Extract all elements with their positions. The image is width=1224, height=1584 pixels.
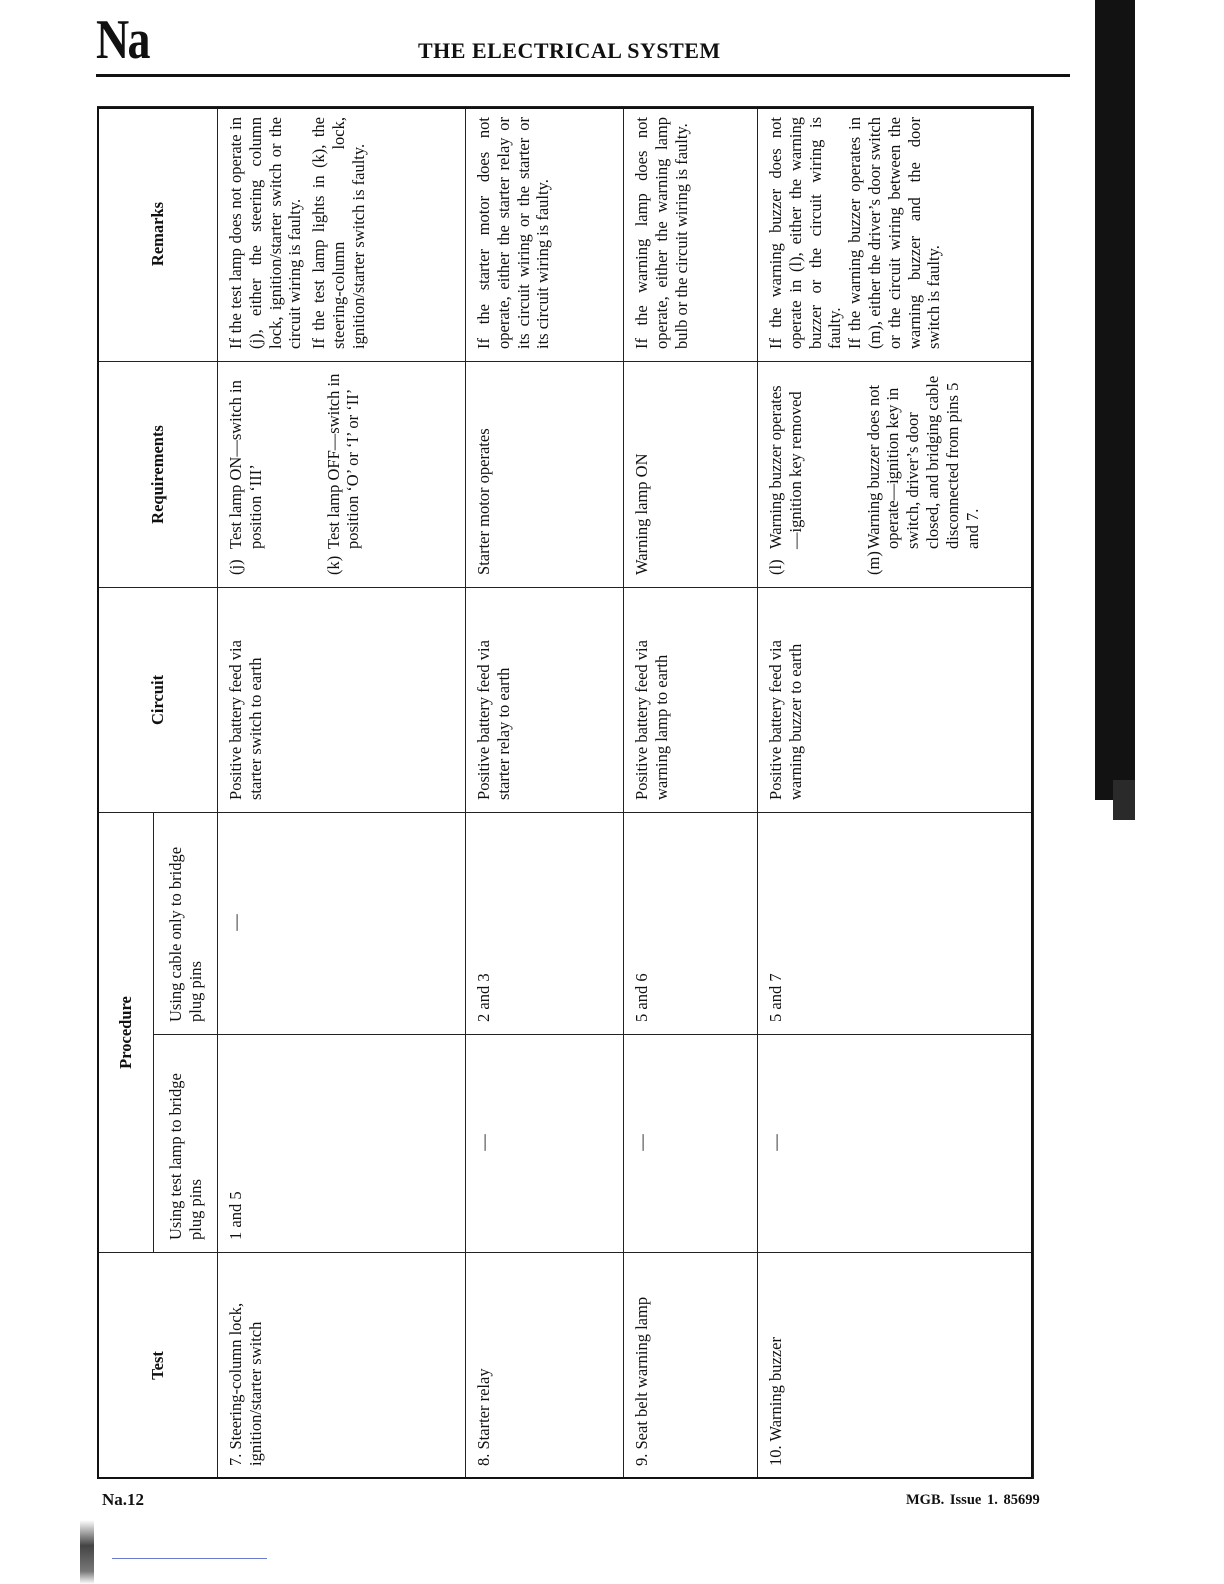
remark-paragraph: If the starter motor does not operate, either the starter relay or its circuit wiring or the starter or its circuit wiring is faulty. — [474, 116, 553, 349]
header-requirements: Requirements — [98, 361, 218, 587]
cell-test-lamp-value: — — [766, 1134, 785, 1151]
cell-cable: 2 and 3 — [466, 812, 624, 1034]
requirement-item — [864, 372, 983, 575]
publication-info: MGB. Issue 1. 85699 — [906, 1492, 1040, 1508]
cell-circuit: Positive battery feed via starter switch to earth — [218, 587, 466, 812]
cell-test-lamp-value: — — [632, 1134, 651, 1151]
cell-requirements — [624, 361, 758, 587]
header-procedure: Procedure — [98, 812, 154, 1252]
remark-paragraph: If the warning lamp does not operate, either the warning lamp bulb or the circuit wiring is faulty. — [632, 116, 691, 349]
table-row — [758, 106, 1034, 1478]
header-procedure-cable: Using cable only to bridge plug pins — [154, 812, 218, 1034]
cell-circuit: Positive battery feed via warning lamp to earth — [624, 587, 758, 812]
remark-paragraph: If the test lamp lights in (k), the steering-column lock, ignition/starter switch is faulty. — [309, 116, 368, 349]
page-title: THE ELECTRICAL SYSTEM — [418, 38, 721, 63]
cell-test-lamp — [758, 1035, 1034, 1253]
requirement-label: (m) — [863, 551, 883, 575]
remark-paragraph: If the test lamp does not operate in (j), either the steering column lock, ignition/starter switch or the circuit wiring is faulty. — [226, 116, 305, 349]
cell-test-lamp-value: — — [474, 1134, 493, 1151]
table-row — [218, 106, 466, 1478]
cell-test: 10. Warning buzzer — [758, 1253, 1034, 1479]
requirement-text: Test lamp ON—switch in position ‘III’ — [226, 380, 265, 549]
requirement-text: Starter motor operates — [474, 428, 493, 575]
requirement-item — [324, 372, 364, 575]
requirement-item — [226, 372, 266, 575]
requirement-text: Warning buzzer does not operate—ignition key in switch, driver’s door closed, and bridging cable disconnected from pins 5 and 7. — [863, 375, 982, 549]
scan-edge-shadow — [1095, 0, 1135, 800]
cell-cable-value: — — [226, 914, 245, 931]
cell-cable — [218, 812, 466, 1034]
table-header-row — [98, 106, 154, 1478]
cell-circuit: Positive battery feed via starter relay to earth — [466, 587, 624, 812]
section-code: Na — [96, 9, 149, 71]
cell-requirements — [758, 361, 1034, 587]
requirement-text: Test lamp OFF—switch in position ‘O’ or ‘I’ or ‘II’ — [323, 373, 363, 549]
page-number: Na.12 — [102, 1490, 145, 1509]
header-remarks: Remarks — [98, 106, 218, 361]
rotated-table-wrapper — [97, 107, 1033, 1479]
cell-test-lamp — [466, 1035, 624, 1253]
table-row — [466, 106, 624, 1478]
test-procedure-table — [97, 106, 1034, 1479]
requirement-label: (k) — [323, 555, 343, 575]
cell-test-lamp — [624, 1035, 758, 1253]
requirement-item — [766, 372, 806, 575]
remark-paragraph: If the warning buzzer does not operate in (l), either the warning buzzer or the circuit wiring is faulty. — [766, 116, 845, 349]
cell-circuit: Positive battery feed via warning buzzer to earth — [758, 587, 1034, 812]
cell-test: 8. Starter relay — [466, 1253, 624, 1479]
scan-artifact-mark — [80, 1520, 94, 1584]
cell-remarks — [466, 106, 624, 361]
requirement-text: Warning lamp ON — [632, 453, 651, 575]
requirement-label: (j) — [226, 559, 245, 575]
requirement-text: Warning buzzer operates—ignition key removed — [766, 385, 805, 549]
cell-test: 9. Seat belt warning lamp — [624, 1253, 758, 1479]
cell-requirements — [218, 361, 466, 587]
scan-artifact-line — [112, 1558, 267, 1559]
table-row — [624, 106, 758, 1478]
cell-cable: 5 and 7 — [758, 812, 1034, 1034]
header-procedure-test-lamp: Using test lamp to bridge plug pins — [154, 1035, 218, 1253]
remark-paragraph: If the warning buzzer operates in (m), either the driver’s door switch or the circuit wiring between the warning buzzer and the door switch is faulty. — [845, 116, 944, 349]
test-procedure-table-area — [97, 107, 1033, 1479]
cell-remarks — [624, 106, 758, 361]
cell-remarks — [758, 106, 1034, 361]
cell-requirements — [466, 361, 624, 587]
header-test: Test — [98, 1253, 218, 1479]
header-circuit: Circuit — [98, 587, 218, 812]
cell-test: 7. Steering-column lock, ignition/starter switch — [218, 1253, 466, 1479]
requirement-label: (l) — [766, 559, 785, 575]
cell-remarks — [218, 106, 466, 361]
cell-cable: 5 and 6 — [624, 812, 758, 1034]
cell-test-lamp: 1 and 5 — [218, 1035, 466, 1253]
scan-edge-shadow-lower — [1113, 780, 1135, 820]
header-rule — [96, 74, 1070, 77]
